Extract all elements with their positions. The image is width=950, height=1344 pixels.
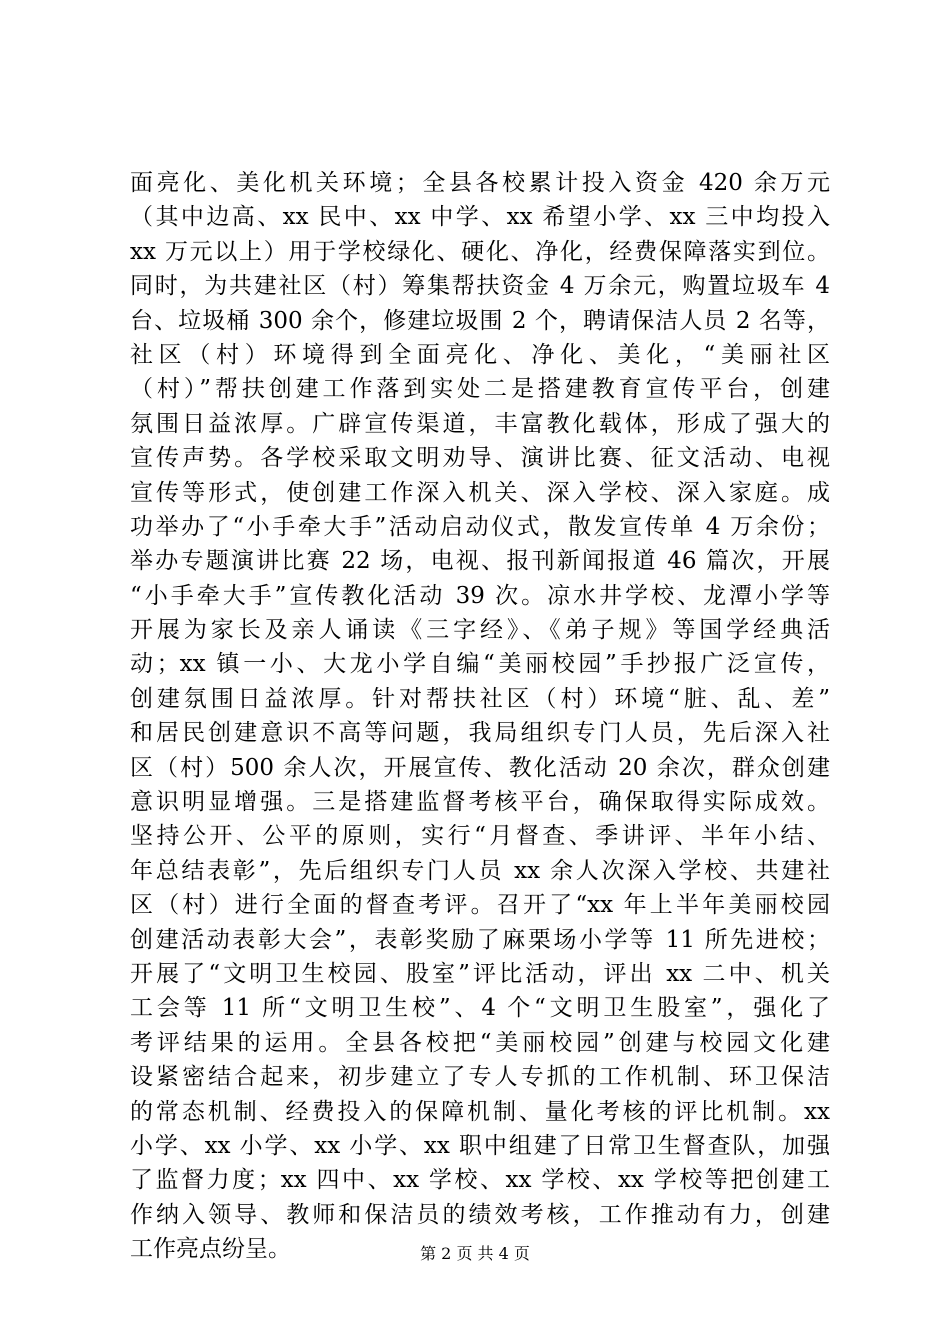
text-line: 创建活动表彰大会”，表彰奖励了麻栗场小学等 11 所先进校； bbox=[130, 926, 830, 953]
text-line: 区（村）进行全面的督查考评。召开了“xx 年上半年美丽校园 bbox=[130, 892, 830, 919]
text-line: 作纳入领导、教师和保洁员的绩效考核，工作推动有力，创建 bbox=[130, 1201, 830, 1228]
text-line: 开展为家长及亲人诵读《三字经》、《弟子规》等国学经典活 bbox=[130, 617, 830, 644]
text-line: 社区（村）环境得到全面亮化、净化、美化，“美丽社区 bbox=[130, 341, 830, 368]
text-line: xx 万元以上）用于学校绿化、硬化、净化，经费保障落实到位。 bbox=[130, 238, 830, 265]
text-line: 区（村）500 余人次，开展宣传、教化活动 20 余次，群众创建 bbox=[130, 754, 830, 781]
text-line: 动；xx 镇一小、大龙小学自编“美丽校园”手抄报广泛宣传， bbox=[130, 651, 830, 678]
text-line: 工会等 11 所“文明卫生校”、4 个“文明卫生股室”，强化了 bbox=[130, 995, 830, 1022]
text-line: 同时，为共建社区（村）筹集帮扶资金 4 万余元，购置垃圾车 4 bbox=[130, 273, 830, 300]
text-line: 的常态机制、经费投入的保障机制、量化考核的评比机制。xx bbox=[130, 1098, 830, 1125]
text-line: 了监督力度；xx 四中、xx 学校、xx 学校、xx 学校等把创建工 bbox=[130, 1167, 830, 1194]
text-line: 面亮化、美化机关环境；全县各校累计投入资金 420 余万元 bbox=[130, 170, 830, 196]
text-line: 坚持公开、公平的原则，实行“月督查、季讲评、半年小结、 bbox=[130, 823, 830, 850]
text-line: 台、垃圾桶 300 余个，修建垃圾围 2 个，聘请保洁人员 2 名等， bbox=[130, 307, 830, 334]
text-line: 设紧密结合起来，初步建立了专人专抓的工作机制、环卫保洁 bbox=[130, 1064, 830, 1091]
text-line: “小手牵大手”宣传教化活动 39 次。凉水井学校、龙潭小学等 bbox=[130, 582, 830, 609]
text-line: 宣传声势。各学校采取文明劝导、演讲比赛、征文活动、电视 bbox=[130, 445, 830, 472]
text-line: （村）”帮扶创建工作落到实处二是搭建教育宣传平台，创建 bbox=[130, 376, 830, 403]
text-line: 和居民创建意识不高等问题，我局组织专门人员，先后深入社 bbox=[130, 720, 830, 747]
text-line: 氛围日益浓厚。广辟宣传渠道，丰富教化载体，形成了强大的 bbox=[130, 410, 830, 437]
text-line: 年总结表彰”，先后组织专门人员 xx 余人次深入学校、共建社 bbox=[130, 857, 830, 884]
text-line: 小学、xx 小学、xx 小学、xx 职中组建了日常卫生督查队，加强 bbox=[130, 1132, 830, 1159]
text-line: 功举办了“小手牵大手”活动启动仪式，散发宣传单 4 万余份； bbox=[130, 513, 830, 540]
text-line: 意识明显增强。三是搭建监督考核平台，确保取得实际成效。 bbox=[130, 789, 830, 816]
page-footer: 第 2 页 共 4 页 bbox=[420, 1244, 530, 1263]
text-line: 工作亮点纷呈。 bbox=[130, 1236, 291, 1263]
text-line: 举办专题演讲比赛 22 场，电视、报刊新闻报道 46 篇次，开展 bbox=[130, 548, 830, 575]
text-line: （其中边高、xx 民中、xx 中学、xx 希望小学、xx 三中均投入 bbox=[130, 204, 830, 231]
text-line: 考评结果的运用。全县各校把“美丽校园”创建与校园文化建 bbox=[130, 1029, 830, 1056]
text-line: 宣传等形式，使创建工作深入机关、深入学校、深入家庭。成 bbox=[130, 479, 830, 506]
text-line: 开展了“文明卫生校园、股室”评比活动，评出 xx 二中、机关 bbox=[130, 960, 830, 987]
body-paragraph bbox=[130, 166, 830, 1267]
text-line: 创建氛围日益浓厚。针对帮扶社区（村）环境“脏、乱、差” bbox=[130, 685, 830, 712]
